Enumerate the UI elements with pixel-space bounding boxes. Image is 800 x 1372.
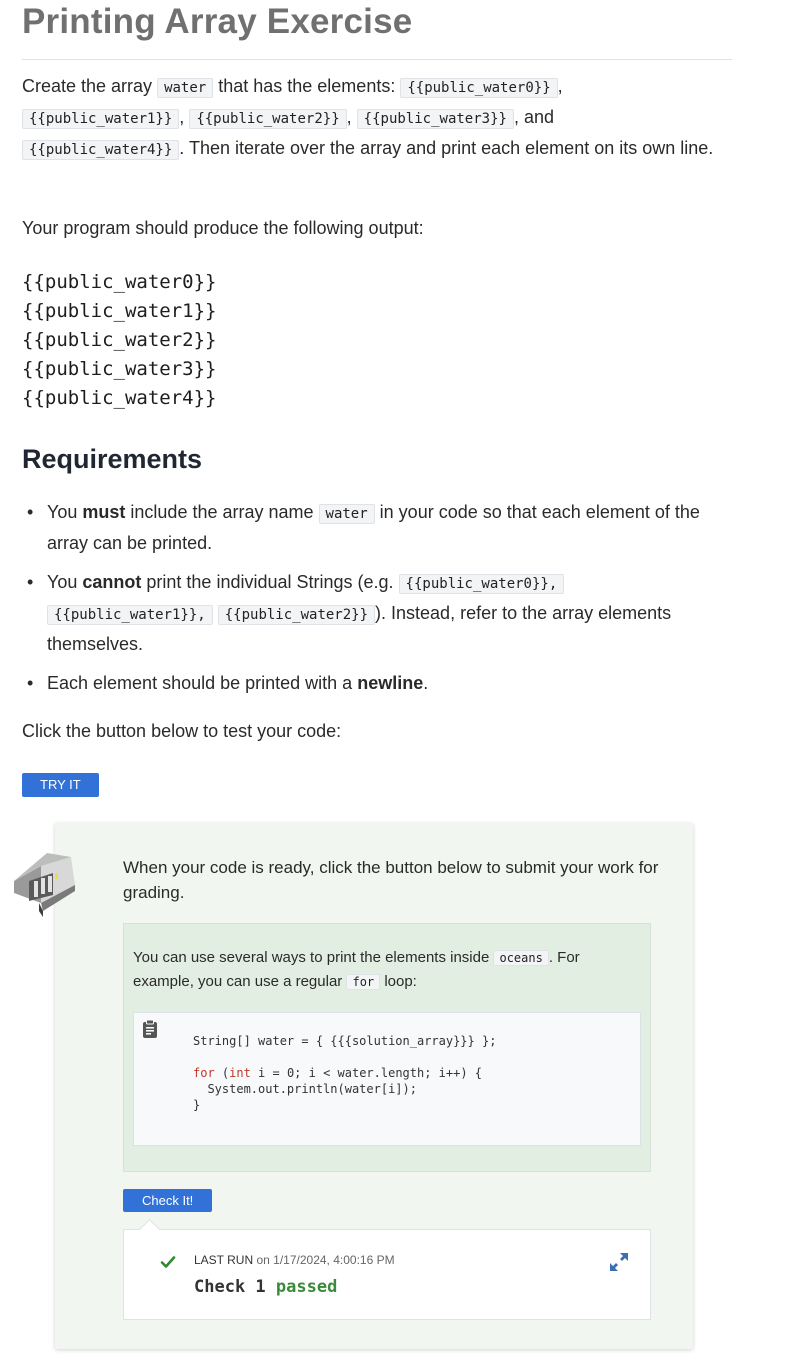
grader-intro: When your code is ready, click the button below to submit your work for grading. <box>123 858 659 902</box>
hint-box <box>123 923 651 1172</box>
inline-code: {{public_water3}} <box>357 109 514 129</box>
clipboard-icon[interactable] <box>140 1019 160 1039</box>
requirements-heading: Requirements <box>22 444 203 474</box>
expected-output <box>22 268 216 413</box>
result-panel <box>123 1229 651 1320</box>
inline-code: for <box>346 974 380 990</box>
requirement-item: • You must include the array name water in your code so that each element of the array can be printed. <box>22 498 732 558</box>
title-divider <box>22 59 732 60</box>
check-it-button[interactable]: Check It! <box>123 1189 212 1212</box>
last-run-info: LAST RUN on 1/17/2024, 4:00:16 PM <box>194 1253 395 1267</box>
check-status: Check 1 passed <box>194 1277 338 1297</box>
inline-code: {{public_water2}} <box>218 605 375 625</box>
requirements-list <box>22 498 732 708</box>
grader-card <box>55 823 693 1349</box>
output-line: {{public_water3}} <box>22 358 217 380</box>
output-line: {{public_water2}} <box>22 329 217 351</box>
inline-code: {{public_water0}}, <box>399 574 565 594</box>
test-prompt: Click the button below to test your code: <box>22 721 342 741</box>
output-line: {{public_water0}} <box>22 271 217 293</box>
requirement-item: • You cannot print the individual Strings (e.g. {{public_water0}}, {{public_water1}}, {{public_water2}} ). Instead, refer to the array elements themselves. <box>22 568 732 659</box>
inline-code: oceans <box>493 950 548 966</box>
inline-code: {{public_water0}} <box>400 78 557 98</box>
inline-code: water <box>319 504 375 524</box>
code-sample <box>133 1012 641 1146</box>
page-title: Printing Array Exercise <box>22 2 413 41</box>
try-it-button[interactable]: TRY IT <box>22 773 99 797</box>
requirement-item: • Each element should be printed with a newline. <box>22 669 732 698</box>
expand-icon[interactable] <box>607 1250 631 1274</box>
hint-text: You can use several ways to print the elements inside oceans . For example, you can use a regular for loop: <box>133 949 580 990</box>
inline-code: water <box>157 78 213 98</box>
codio-logo-icon <box>9 851 79 917</box>
output-intro: Your program should produce the following output: <box>22 218 424 238</box>
code-block: String[] water = { {{{solution_array}}} }; for (int i = 0; i < water.length; i++) { System.out.println(water[i]); } <box>193 1034 497 1112</box>
output-line: {{public_water1}} <box>22 300 217 322</box>
check-icon <box>160 1254 176 1270</box>
intro-paragraph: Create the array water that has the elements: {{public_water0}} , {{public_water1}} , {{public_water2}} , {{public_water3}} , and {{public_water4}} . Then iterate over the array and print each element on its own line. <box>22 76 714 158</box>
inline-code: {{public_water4}} <box>22 140 179 160</box>
inline-code: {{public_water1}} <box>22 109 179 129</box>
output-line: {{public_water4}} <box>22 387 217 409</box>
inline-code: {{public_water2}} <box>189 109 346 129</box>
inline-code: {{public_water1}}, <box>47 605 213 625</box>
